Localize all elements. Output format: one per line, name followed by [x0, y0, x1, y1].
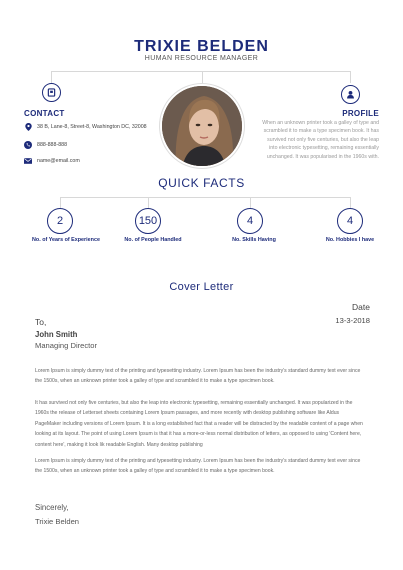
paragraph-line: PageMaker including versions of Lorem Ipsum. It is a long established fact that a reader will be distracted by the readable content of a page when — [35, 420, 363, 427]
fact-label-hobbies: No. Hobbies I have — [325, 237, 375, 243]
fact-value-hobbies: 4 — [337, 208, 363, 234]
recipient-name: John Smith — [35, 330, 78, 339]
profile-heading: PROFILE — [342, 109, 379, 118]
contact-icon — [42, 83, 61, 102]
contact-connector — [51, 71, 52, 83]
photo-connector — [202, 71, 203, 85]
contact-phone — [24, 141, 67, 149]
candidate-name: TRIXIE BELDEN — [134, 38, 269, 55]
salutation-to: To, — [35, 317, 47, 327]
fact-label-experience: No. of Years of Experience — [32, 237, 100, 243]
signature-name: Trixie Belden — [35, 517, 80, 526]
fact-label-people: No. of People Handled — [124, 237, 182, 243]
fact-value-people: 150 — [135, 208, 161, 234]
phone-icon — [24, 141, 32, 149]
contact-address — [24, 123, 147, 131]
fact-label-skills: No. Skills Having — [232, 237, 276, 243]
contact-email — [24, 157, 80, 165]
fact-value-experience: 2 — [47, 208, 73, 234]
location-pin-icon — [24, 123, 32, 131]
paragraph-line: looking at its layout. The point of using Lorem Ipsum is that it has a more-or-less normal distribution of letters, as opposed to using 'Content here, — [35, 431, 362, 438]
profile-icon — [341, 85, 360, 104]
quick-facts-heading: QUICK FACTS — [158, 176, 245, 190]
profile-line: into electronic typesetting, remaining essentially — [269, 145, 379, 152]
profile-line: unchanged. It was popularised in the 1960s with. — [266, 153, 379, 160]
email-text[interactable]: name@email.com — [37, 158, 80, 164]
cover-letter-heading: Cover Letter — [169, 281, 234, 293]
profile-line: survived not only five centuries, but also the leap — [267, 136, 379, 143]
paragraph-line: Lorem Ipsum is simply dummy text of the printing and typesetting industry. Lorem Ipsum has been the industry's standard dummy text ever since — [35, 368, 361, 374]
paragraph-line: the 1500s, when an unknown printer took a galley of type and scrambled it to make a type specimen book. — [35, 378, 275, 385]
paragraph-line: content here', making it look lik readable English. Many desktop publishing — [35, 441, 203, 448]
fact-value-skills: 4 — [237, 208, 263, 234]
paragraph-line: the 1500s, when an unknown printer took a galley of type and scrambled it to make a type specimen book. — [35, 468, 275, 475]
recipient-title: Managing Director — [35, 341, 98, 350]
contact-heading: CONTACT — [24, 109, 65, 118]
phone-text: 888-888-888 — [37, 142, 68, 148]
quick-facts-divider — [60, 197, 350, 198]
envelope-icon — [24, 157, 32, 165]
letter-paragraph-3 — [35, 456, 375, 477]
profile-photo — [160, 84, 244, 168]
profile-text — [238, 119, 379, 161]
profile-line: When an unknown printer took a galley of type and — [262, 120, 379, 126]
profile-connector — [350, 71, 351, 83]
job-title: HUMAN RESOURCE MANAGER — [144, 55, 259, 62]
address-text: 38 B, Lane-8, Street-8, Washington DC, 32008 — [37, 124, 147, 130]
date-label: Date — [352, 302, 370, 312]
paragraph-line: 1960s the release of Letterset sheets containing Lorem Ipsum passages, and more recently with desktop publishing software like Aldus — [35, 410, 340, 417]
letter-paragraph-2 — [35, 398, 375, 450]
paragraph-line: It has survived not only five centuries, but also the leap into electronic typesetting, remaining essentially unchanged. It was popularized in the — [35, 400, 353, 406]
closing: Sincerely, — [35, 503, 69, 512]
profile-line: scrambled it to make a type specimen book. It has — [263, 128, 379, 135]
letter-paragraph-1 — [35, 366, 375, 387]
paragraph-line: Lorem Ipsum is simply dummy text of the printing and typesetting industry. Lorem Ipsum has been the industry's standard dummy text ever since — [35, 458, 361, 464]
header-divider — [51, 71, 350, 72]
letter-date: 13-3-2018 — [335, 316, 370, 325]
